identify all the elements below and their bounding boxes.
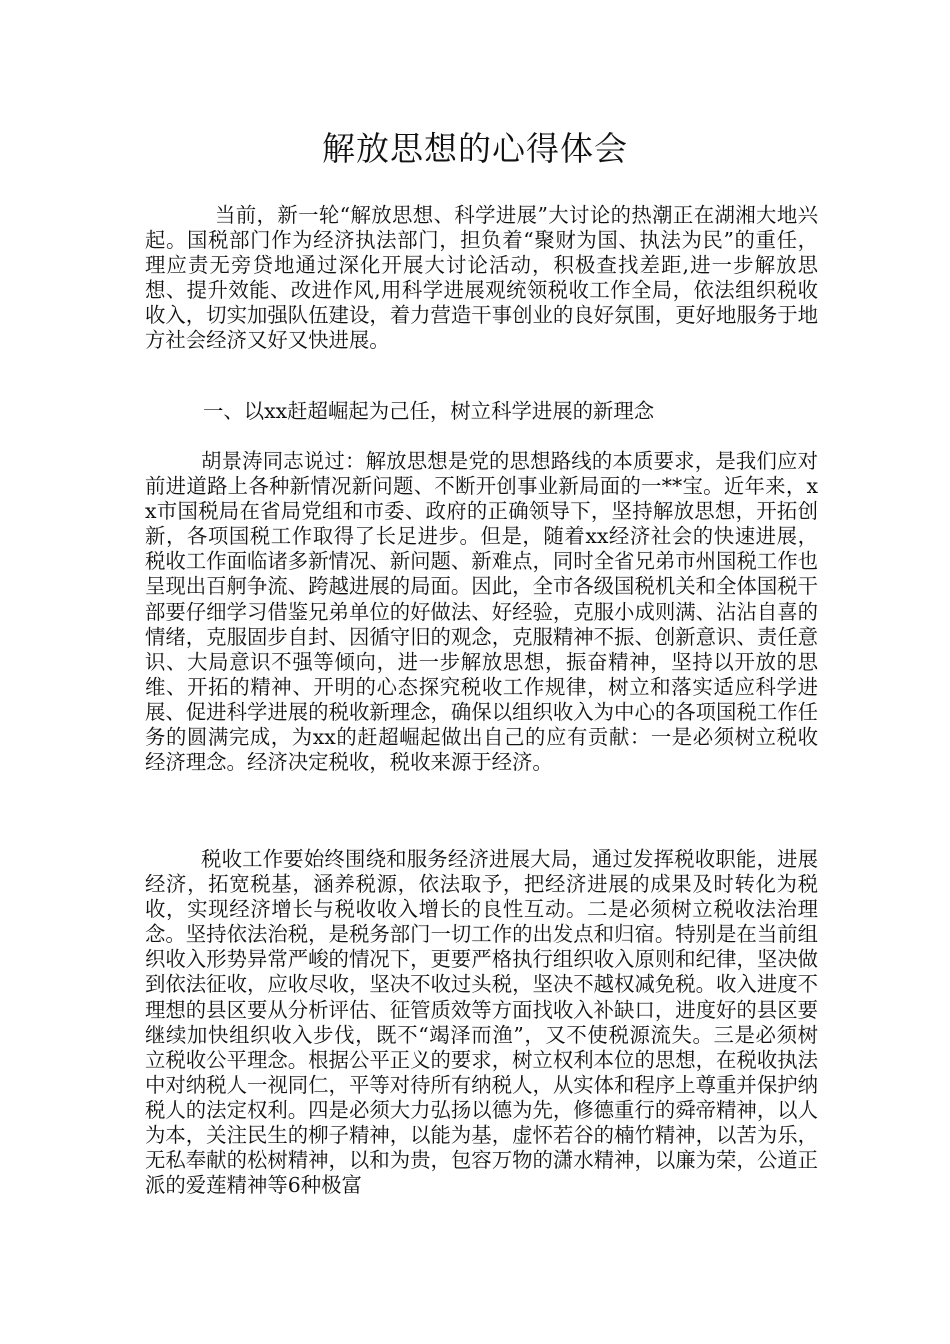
body-paragraph: 胡景涛同志说过：解放思想是党的思想路线的本质要求，是我们应对前进道路上各种新情况新问题、不断开创事业新局面的一**宝。近年来，xx市国税局在省局党组和市委、政府的正确领导下，坚持解放思想，开拓创新，各项国税工作取得了长足进步。但是，随着xx经济社会的快速进展，税收工作面临诸多新情况、新问题、新难点，同时全省兄弟市州国税工作也呈现出百舸争流、跨越进展的局面。因此，全市各级国税机关和全体国税干部要仔细学习借鉴兄弟单位的好做法、好经验，克服小成则满、沾沾自喜的情绪，克服固步自封、因循守旧的观念，克服精神不振、创新意识、责任意识、大局意识不强等倾向，进一步解放思想，振奋精神，坚持以开放的思维、开拓的精神、开明的心态探究税收工作规律，树立和落实适应科学进展、促进科学进展的税收新理念，确保以组织收入为中心的各项国税工作任务的圆满完成，为xx的赶超崛起做出自己的应有贡献：一是必须树立税收经济理念。经济决定税收，税收来源于经济。 [145, 449, 818, 775]
document-title: 解放思想的心得体会 [322, 129, 628, 168]
body-paragraph: 税收工作要始终围绕和服务经济进展大局，通过发挥税收职能，进展经济，拓宽税基，涵养税源，依法取予，把经济进展的成果及时转化为税收，实现经济增长与税收收入增长的良性互动。二是必须树立税收法治理念。坚持依法治税，是税务部门一切工作的出发点和归宿。特别是在当前组织收入形势异常严峻的情况下，更要严格执行组织收入原则和纪律，坚决做到依法征收，应收尽收，坚决不收过头税，坚决不越权减免税。收入进度不理想的县区要从分析评估、征管质效等方面找收入补缺口，进度好的县区要继续加快组织收入步伐，既不“竭泽而渔”，又不使税源流失。三是必须树立税收公平理念。根据公平正义的要求，树立权利本位的思想，在税收执法中对纳税人一视同仁，平等对待所有纳税人，从实体和程序上尊重并保护纳税人的法定权利。四是必须大力弘扬以德为先，修德重行的舜帝精神，以人为本，关注民生的柳子精神，以能为基，虚怀若谷的楠竹精神，以苦为乐，无私奉献的松树精神，以和为贵，包容万物的潇水精神，以廉为荣，公道正派的爱莲精神等6种极富 [145, 847, 818, 1198]
intro-paragraph: 当前，新一轮“解放思想、科学进展”大讨论的热潮正在湖湘大地兴起。国税部门作为经济执法部门，担负着“聚财为国、执法为民”的重任，理应责无旁贷地通过深化开展大讨论活动，积极查找差距,进一步解放思想、提升效能、改进作风,用科学进展观统领税收工作全局，依法组织税收收入，切实加强队伍建设，着力营造干事创业的良好氛围，更好地服务于地方社会经济又好又快进展。 [145, 203, 818, 353]
section-heading: 一、以xx赶超崛起为己任，树立科学进展的新理念 [203, 399, 655, 423]
